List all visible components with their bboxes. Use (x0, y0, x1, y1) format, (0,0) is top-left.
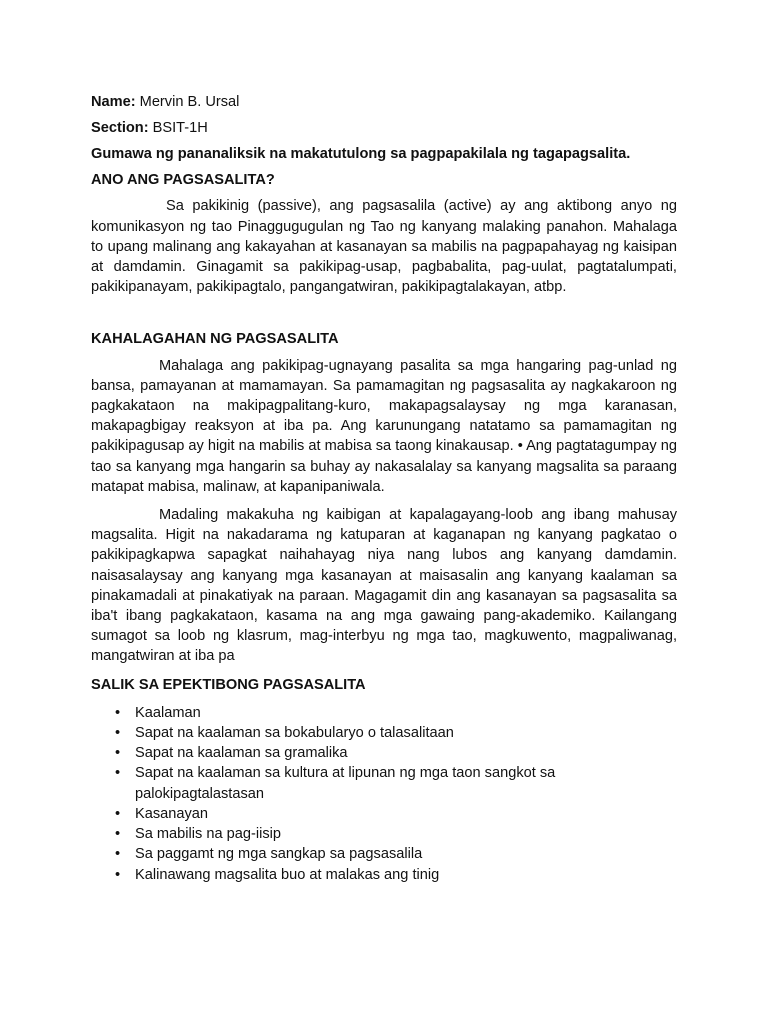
list-item-text: Sa mabilis na pag-iisip (135, 826, 282, 843)
name-field (91, 92, 677, 112)
heading-ano-ang-pagsasalita: ANO ANG PAGSASALITA? (91, 172, 275, 189)
bullet-icon: • (115, 765, 121, 782)
factors-list (91, 703, 677, 885)
list-item (91, 844, 677, 864)
bullet-icon: • (115, 745, 121, 762)
section-value: BSIT-1H (148, 120, 208, 136)
list-item-text: Sa paggamt ng mga sangkap sa pagsasalila (135, 846, 423, 863)
name-value: Mervin B. Ursal (135, 94, 240, 110)
bullet-icon: • (115, 866, 121, 883)
bullet-icon: • (115, 704, 121, 721)
assignment-title: Gumawa ng pananaliksik na makatutulong sa pagpapakilala ng tagapagsalita. (91, 146, 631, 162)
section-label: Section: (91, 120, 149, 136)
document-page (91, 92, 677, 885)
bullet-icon: • (115, 846, 121, 863)
name-label: Name: (91, 94, 136, 110)
list-item-text: Sapat na kaalaman sa kultura at lipunan ng mga taon sangkot sa palokipagtalastasan (135, 765, 556, 802)
list-item-text: Kalinawang magsalita buo at malakas ang tinig (135, 866, 440, 883)
bullet-icon: • (115, 725, 121, 742)
bullet-icon: • (115, 805, 121, 822)
heading-kahalagahan: KAHALAGAHAN NG PAGSASALITA (91, 331, 339, 348)
list-item (91, 763, 677, 803)
paragraph-kahalagahan-1: Mahalaga ang pakikipag-ugnayang pasalita sa mga hangaring pag-unlad ng bansa, pamayanan at mamamayan. Sa pamamagitan ng pagsasalita ay nagkakaroon ng pagkakataon na makipagpalitang-kuro, makapagsalaysay ng mga karanasan, makapagbigay reaksyon at iba pa. Ang karunungang natatamo sa pamamagitan ng pakikipagusap ay higit na mabilis at mabisa sa taong kinakausap. • Ang pagtatagumpay ng tao sa kanyang mga hangarin sa buhay ay nakasalalay sa kanyang magsalita sa paraang matapat mabisa, malinaw, at kapanipaniwala. (91, 357, 677, 495)
paragraph-kahalagahan-2: Madaling makakuha ng kaibigan at kapalagayang-loob ang ibang mahusay magsalita. Higit na nakadarama ng katuparan at kaganapan ng kanyang pagkatao o pakikipagkapwa sapagkat naihahayag niya nang lubos ang kanyang damdamin. naisasalaysay ang kanyang mga kasanayan at maisasalin ang kanyang kaalaman sa pinakamadali at pinakatiyak na paraan. Magagamit din ang kasanayan sa pagsasalita sa iba't ibang pagkakataon, kasama na ang mga gawaing pang-akademiko. Kailangang sumagot sa loob ng klasrum, mag-interbyu ng mga tao, magkuwento, magpaliwanag, mangatwiran at iba pa (91, 507, 677, 665)
list-item (91, 743, 677, 763)
list-item (91, 703, 677, 723)
list-item (91, 865, 677, 885)
list-item-text: Sapat na kaalaman sa bokabularyo o talasalitaan (135, 725, 454, 742)
list-item (91, 804, 677, 824)
list-item (91, 824, 677, 844)
list-item-text: Kaalaman (135, 704, 201, 721)
bullet-icon: • (115, 826, 121, 843)
list-item (91, 723, 677, 743)
heading-salik: SALIK SA EPEKTIBONG PAGSASALITA (91, 676, 366, 693)
paragraph-ano: Sa pakikinig (passive), ang pagsasalila (active) ay ang aktibong anyo ng komunikasyon ng tao Pinaggugugulan ng Tao ng kanyang malaking panahon. Mahalaga to upang malinang ang kakayahan at kasanayan sa mabilis na pagpapahayag ng kaisipan at damdamin. Ginagamit sa pakikipag-usap, pagbabalita, pag-uulat, pagtatalumpati, pakikipanayam, pakikipagtalo, pangangatwiran, pakikipagtalakayan, atbp. (91, 198, 677, 296)
section-field (91, 118, 677, 138)
list-item-text: Kasanayan (135, 805, 209, 822)
list-item-text: Sapat na kaalaman sa gramalika (135, 745, 348, 762)
